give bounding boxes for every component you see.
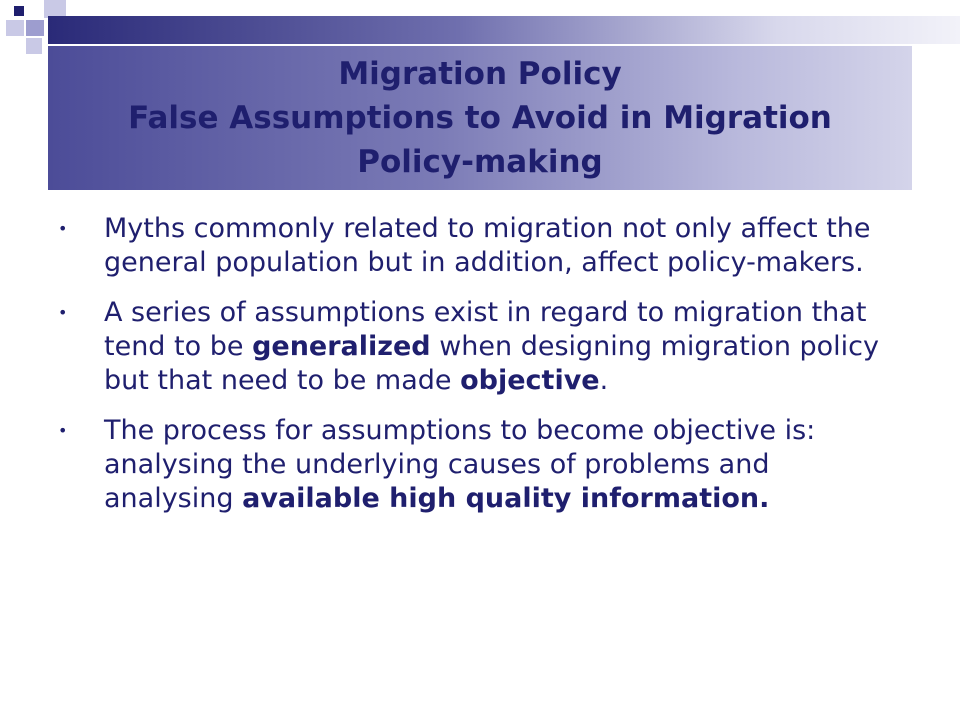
bullet-3-text: The process for assumptions to become objective is: analysing the underlying causes of problems and analysing (104, 415, 816, 514)
bullet-2-emphasis-generalized: generalized (252, 331, 431, 362)
bullet-item (56, 296, 896, 398)
bullet-item (56, 414, 896, 516)
corner-square-light-3 (26, 38, 42, 54)
bullet-1-text: Myths commonly related to migration not only affect the general population but in addition, affect policy-makers. (104, 213, 871, 278)
bullet-2-text-a: A series of assumptions exist in regard to migration that tend to be (104, 297, 867, 362)
corner-square-light-2 (6, 20, 24, 36)
header-gradient-band (48, 16, 960, 44)
corner-square-dark (14, 6, 24, 16)
title-banner (48, 46, 912, 190)
slide-title-line-1: Migration Policy (338, 56, 622, 92)
bullet-marker: • (58, 303, 68, 322)
bullet-list (56, 212, 896, 532)
bullet-marker: • (58, 421, 68, 440)
bullet-item (56, 212, 896, 280)
bullet-2-text-b: when designing migration policy but that need to be made (104, 331, 880, 396)
bullet-marker: • (58, 219, 68, 238)
bullet-2-emphasis-objective: objective (460, 365, 600, 396)
corner-square-mid (26, 20, 44, 36)
slide-title-line-2: False Assumptions to Avoid in Migration (128, 100, 832, 136)
bullet-2-text-c: . (599, 365, 609, 396)
bullet-3-emphasis: available high quality information. (242, 483, 770, 514)
slide-title-line-3: Policy-making (357, 144, 603, 180)
